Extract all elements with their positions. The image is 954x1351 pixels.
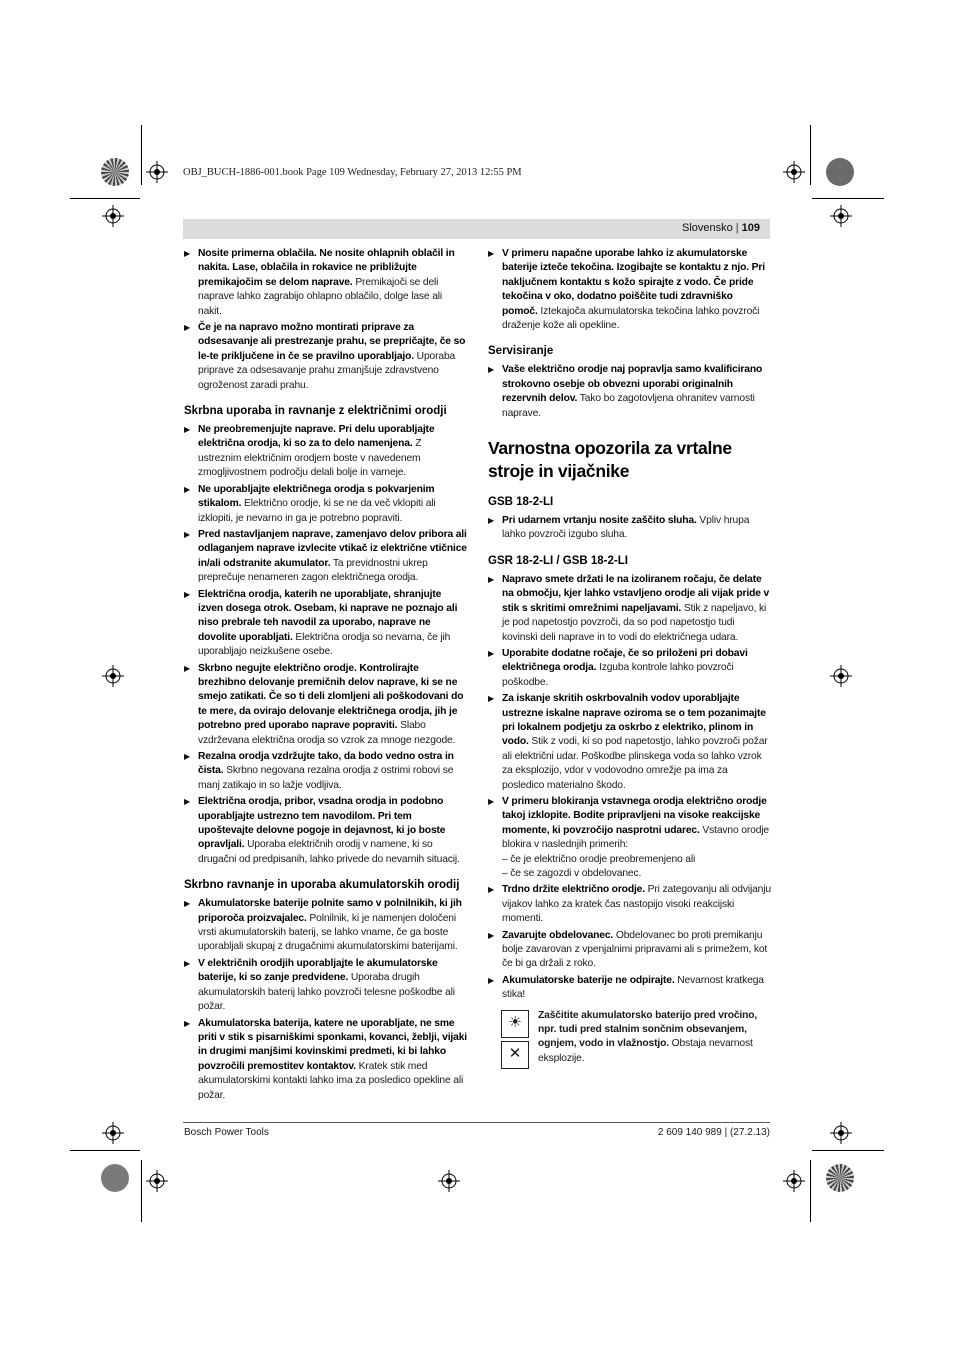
registration-mark-icon <box>783 1170 805 1192</box>
list-item: ▶ V primeru napačne uporabe lahko iz akumulatorske baterije izteče tekočina. Izogibajte se kontaktu z njo. Pri naključnem kontaktu s kožo spirajte z vodo. Če pride tekočina v oko, dodatno poiščite tudi zdravniško pomoč. Iztekajoča akumulatorska tekočina lahko povzroči draženje kože ali opekline. <box>488 248 765 332</box>
battery-fire-warning-icon: ✕ <box>501 1041 529 1069</box>
registration-mark-icon <box>783 161 805 183</box>
list-item: ▶ Nosite primerna oblačila. Ne nosite ohlapnih oblačil in nakita. Lase, oblačila in rokavice ne približujte premikajočim se delom naprave. Premikajoči se deli naprave lahko zagrabijo ohlapno oblačilo, dolge lase ali nakit. <box>184 248 455 317</box>
battery-heat-warning-icon: ☀ <box>501 1010 529 1038</box>
warning-icons <box>501 1010 531 1072</box>
triangle-right-icon: ▶ <box>184 663 191 673</box>
crop-mark <box>812 1150 884 1151</box>
footer-doc-number: 2 609 140 989 | (27.2.13) <box>657 1127 770 1138</box>
registration-mark-icon <box>146 161 168 183</box>
crop-mark <box>812 198 884 199</box>
triangle-right-icon: ▶ <box>488 694 495 704</box>
triangle-right-icon: ▶ <box>184 899 191 909</box>
header-language: Slovensko <box>682 222 733 234</box>
crop-mark <box>70 198 140 199</box>
dash-item: – če se zagozdi v obdelovanec. <box>502 868 642 879</box>
list-item: ▶ Skrbno negujte električno orodje. Kontrolirajte brezhibno delovanje premičnih delov naprave, ki se ne smejo zatikati. Če so ti deli zlomljeni ali poškodovani do te mere, da ovirajo delovanje električnega orodja, jih je potrebno pred uporabo naprave popraviti. Slabo vzdrževana električna orodja so vzrok za mnoge nezgode. <box>184 662 464 746</box>
list-item: ▶ V primeru blokiranja vstavnega orodja električno orodje takoj izklopite. Bodite pripravljeni na visoke reakcijske momente, ki povzročijo nasprotni udarec. Vstavno orodje blokira v naslednjih primerih: – če je električno orodje preobremenjeno ali – če se zagozdi v obdelovanec. <box>488 795 771 881</box>
list-item: ▶ Napravo smete držati le na izoliranem ročaju, če delate na območju, kjer lahko vstavljeno orodje ali vijak pride v stik s skritimi omrežnimi napeljavami. Stik z napeljavo, ki je pod napetostjo povzroči, da so pod napetostjo tudi kovinski deli naprave in to vodi do električnega udara. <box>488 573 770 643</box>
header-page-number: 109 <box>741 222 760 234</box>
right-column <box>488 247 771 1066</box>
registration-mark-icon <box>830 665 852 687</box>
triangle-right-icon: ▶ <box>488 249 495 258</box>
list-item: ▶ Trdno držite električno orodje. Pri zategovanju ali odvijanju vijakov lahko za kratek čas nastopijo visoki reakcijski momenti. <box>488 884 771 925</box>
list-item: ▶ V električnih orodjih uporabljajte le akumulatorske baterije, ki so zanje predvidene. Uporaba drugih akumulatorskih baterij lahko povzroči telesne poškodbe ali požar. <box>184 957 455 1013</box>
crop-mark <box>141 1160 142 1222</box>
section-title: Servisiranje <box>488 345 554 358</box>
color-target-icon <box>826 158 854 186</box>
triangle-right-icon: ▶ <box>488 930 495 940</box>
list-item: ▶ Akumulatorske baterije polnite samo v polnilnikih, ki jih priporoča proizvajalec. Polnilnik, ki je namenjen določeni vrsti akumulatorskih baterij, se lahko vname, če ga boste uporabljali skupaj z drugačnimi akumulatorskimi baterijami. <box>184 898 462 953</box>
crop-mark <box>141 125 142 185</box>
list-item: ▶ Vaše električno orodje naj popravlja samo kvalificirano strokovno osebje ob obvezni uporabi originalnih rezervnih delov. Tako bo zagotovljena ohranitev varnosti naprave. <box>488 364 763 419</box>
crop-mark <box>810 1160 811 1222</box>
list-item: ▶ Zavarujte obdelovanec. Obdelovanec bo proti premikanju bolje zavarovan z vpenjalnimi pripravami ali s primežem, kot če bi ga držali z roko. <box>488 929 768 970</box>
triangle-right-icon: ▶ <box>184 1018 191 1028</box>
triangle-right-icon: ▶ <box>184 484 191 494</box>
registration-mark-icon <box>438 1170 460 1192</box>
list-item: ▶ Akumulatorska baterija, katere ne uporabljate, ne sme priti v stik s pisarniškimi sponkami, kovanci, žeblji, vijaki in drugimi manjšimi kovinskimi predmeti, ki bi lahko povzročili premostitev kontaktov. Kratek stik med akumulatorskimi kontakti lahko ima za posledico opekline ali požar. <box>184 1017 467 1101</box>
crop-mark <box>810 125 811 185</box>
color-target-icon <box>101 1164 129 1192</box>
list-item: ▶ Pred nastavljanjem naprave, zamenjavo delov pribora ali odlaganjem naprave izvlecite vtikač iz električne vtičnice in/ali odstranite akumulator. Ta previdnostni ukrep preprečuje nenameren zagon električnega orodja. <box>184 528 467 584</box>
registration-mark-icon <box>102 1122 124 1144</box>
triangle-right-icon: ▶ <box>488 365 495 375</box>
triangle-right-icon: ▶ <box>184 589 191 599</box>
section-title: GSB 18-2-LI <box>488 496 554 509</box>
triangle-right-icon: ▶ <box>184 323 191 333</box>
section-title: GSR 18-2-LI / GSB 18-2-LI <box>488 554 628 567</box>
main-title: Varnostna opozorila za vrtalne stroje in vijačnike <box>488 438 732 482</box>
triangle-right-icon: ▶ <box>488 796 495 806</box>
triangle-right-icon: ▶ <box>184 797 191 807</box>
print-info: OBJ_BUCH-1886-001.book Page 109 Wednesday, February 27, 2013 12:55 PM <box>183 167 522 178</box>
triangle-right-icon: ▶ <box>184 529 191 539</box>
list-item: ▶ Rezalna orodja vzdržujte tako, da bodo vedno ostra in čista. Skrbno negovana rezalna orodja z ostrimi robovi se manj zatikajo in so lažje vodljiva. <box>184 751 454 791</box>
list-item: ▶ Električna orodja, pribor, vsadna orodja in podobno uporabljajte ustrezno tem navodilom. Pri tem upoštevajte delovne pogoje in dejavnost, ki jo boste opravljali. Uporaba električnih orodij v namene, ki so drugačni od predpisanih, lahko privede do nevarnih situacij. <box>184 796 460 865</box>
color-target-icon <box>101 158 129 186</box>
list-item: ▶ Če je na napravo možno montirati priprave za odsesavanje ali prestrezanje prahu, se prepričajte, če so le-te priključene in če se pravilno uporabljajo. Uporaba priprave za odsesavanje prahu zmanjšuje zdravstveno ogroženost zaradi prahu. <box>184 322 466 391</box>
triangle-right-icon: ▶ <box>488 574 495 584</box>
triangle-right-icon: ▶ <box>488 975 495 985</box>
list-item: ▶ Ne preobremenjujte naprave. Pri delu uporabljajte električna orodja, ki so za to delo namenjena. Z ustreznim električnim orodjem boste v navedenem zmogljivostnem področju delali bolje in varneje. <box>184 424 435 479</box>
crop-mark <box>70 1150 140 1151</box>
section-title: Skrbna uporaba in ravnanje z električnimi orodji <box>184 405 447 418</box>
list-item: ▶ Uporabite dodatne ročaje, če so priloženi pri dobavi električnega orodja. Izguba kontrole lahko povzroči poškodbe. <box>488 647 748 688</box>
triangle-right-icon: ▶ <box>184 958 191 968</box>
triangle-right-icon: ▶ <box>488 885 495 895</box>
section-title: Skrbno ravnanje in uporaba akumulatorskih orodij <box>184 879 460 892</box>
color-target-icon <box>826 1164 854 1192</box>
list-item: ▶ Akumulatorske baterije ne odpirajte. Nevarnost kratkega stika! <box>488 974 764 1001</box>
list-item: ▶ Pri udarnem vrtanju nosite zaščito sluha. Vpliv hrupa lahko povzroči izgubo sluha. <box>488 515 750 541</box>
warning-block: ☀ ✕ Zaščitite akumulatorsko baterijo pred vročino, npr. tudi pred stalnim sončnim obsevanjem, ognjem, vodo in vlažnostjo. Obstaja nevarnost eksplozije. <box>488 1009 771 1067</box>
footer-brand: Bosch Power Tools <box>184 1127 269 1138</box>
registration-mark-icon <box>146 1170 168 1192</box>
registration-mark-icon <box>830 205 852 227</box>
registration-mark-icon <box>830 1122 852 1144</box>
footer-divider <box>183 1122 770 1123</box>
left-column <box>184 247 467 1105</box>
triangle-right-icon: ▶ <box>184 249 191 258</box>
header-text: Slovensko | 109 <box>682 222 760 234</box>
triangle-right-icon: ▶ <box>488 648 495 658</box>
list-item: ▶ Električna orodja, katerih ne uporabljate, shranjujte izven dosega otrok. Osebam, ki naprave ne poznajo ali niso prebrale teh navodil za uporabo, naprave ne dovolite uporabljati. Električna orodja so nevarna, če jih uporabljajo neizkušene osebe. <box>184 588 458 658</box>
page-header <box>183 219 770 239</box>
list-item: ▶ Ne uporabljajte električnega orodja s pokvarjenim stikalom. Električno orodje, ki se ne da več vklopiti ali izklopiti, je nevarno in ga je potrebno popraviti. <box>184 483 436 524</box>
triangle-right-icon: ▶ <box>184 752 191 761</box>
registration-mark-icon <box>102 205 124 227</box>
triangle-right-icon: ▶ <box>184 425 191 435</box>
list-item: ▶ Za iskanje skritih oskrbovalnih vodov uporabljajte ustrezne iskalne naprave oziroma se o tem pozanimajte pri lokalnem podjetju za oskrbo z elektriko, plinom in vodo. Stik z vodi, ki so pod napetostjo, lahko povzroči požar ali električni udar. Poškodbe plinskega voda so lahko vzrok za eksplozijo, vdor v vodovodno omrežje pa ima za posledico materialno škodo. <box>488 693 768 791</box>
dash-item: – če je električno orodje preobremenjeno ali <box>502 853 696 865</box>
registration-mark-icon <box>102 665 124 687</box>
triangle-right-icon: ▶ <box>488 516 495 526</box>
